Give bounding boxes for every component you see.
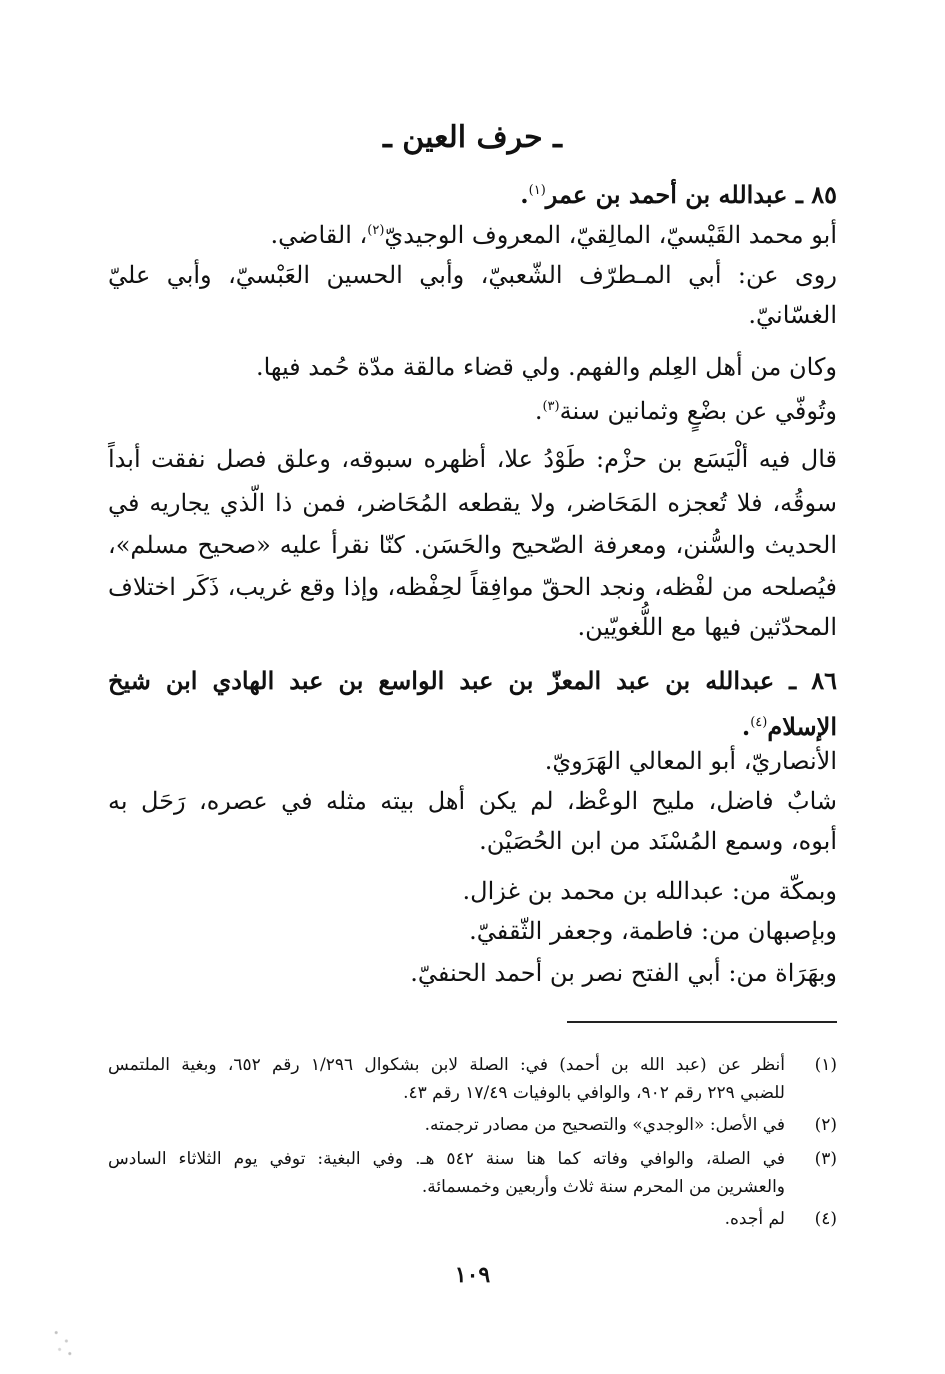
- quote-line-3: الحديث والسُّنن، ومعرفة الصّحيح والحَسَن. كنّا نقرأ عليه «صحيح مسلم»،: [108, 531, 837, 559]
- footnote-ref-1: (١): [528, 183, 546, 198]
- footnote-text: في الأصل: «الوجدي» والتصحيح من مصادر ترجمته.: [424, 1115, 785, 1135]
- footnote-ref-3: (٣): [542, 399, 560, 414]
- footnote-ref-4: (٤): [750, 715, 768, 730]
- quote-line-4: فيُصلحه من لفْظه، ونجد الحقّ موافِقاً لحِفْظه، وإذا وقع غريب، ذَكَر اختلاف: [108, 573, 837, 601]
- footnote-number: (١): [814, 1055, 837, 1075]
- entry-86-line-4: وبمكّة من: عبدالله بن محمد بن غزال.: [462, 877, 837, 905]
- footnote-number: (٤): [814, 1209, 837, 1229]
- entry-85-title: ٨٥ ـ عبدالله بن أحمد بن عمر$^{(١)}$.: [520, 180, 837, 209]
- footnote-text: للضبي ٢٢٩ رقم ٩٠٢، والوافي بالوفيات ١٧/٤٩ رقم ٤٣.: [403, 1083, 785, 1103]
- page-number: ١٠٩: [454, 1262, 491, 1288]
- footnote-text: أنظر عن (عبد الله بن أحمد) في: الصلة لابن بشكوال ١/٢٩٦ رقم ٦٥٢، وبغية الملتمس: [108, 1055, 785, 1075]
- paper-speck: [46, 1320, 80, 1362]
- chapter-heading: ـ حرف العين ـ: [383, 120, 562, 155]
- entry-85-line-4: وكان من أهل العِلم والفهم. ولي قضاء مالقة مدّة حُمد فيها.: [255, 353, 837, 381]
- quote-line-1: قال فيه ألْيَسَع بن حزْم: طَوْدُ علا، أظهره سبوقه، وعلق فصل نفقت أبداً: [108, 445, 837, 473]
- entry-86-title-line-2: الإسلام$^{(٤)}$.: [741, 712, 837, 741]
- footnote-separator: [567, 1021, 837, 1023]
- entry-86-line-3: أبوه، وسمع المُسْنَد من ابن الحُصَيْن.: [479, 827, 837, 855]
- entry-86-line-2: شابٌ فاضل، مليح الوعْظ، لم يكن أهل بيته مثله في عصره، رَحَل به: [108, 787, 837, 815]
- entry-86-line-1: الأنصاريّ، أبو المعالي الهَرَويّ.: [544, 747, 837, 775]
- entry-85-line-3: الغسّانيّ.: [748, 301, 837, 329]
- footnote-ref-2: (٢): [367, 223, 385, 238]
- entry-86-line-5: وبإصبهان من: فاطمة، وجعفر الثّقفيّ.: [469, 917, 837, 945]
- quote-line-2: سوقُه، فلا تُعجزه المَحَاضر، ولا يقطعه المُحَاضر، فمن ذا الّذي يجاريه في: [108, 489, 837, 517]
- entry-85-line-5: وتُوفّي عن بضْعٍ وثمانين سنة$^{(٣)}$.: [534, 397, 837, 425]
- footnote-text: والعشرين من المحرم سنة ثلاث وأربعين وخمسمائة.: [421, 1177, 785, 1197]
- quote-line-5: المحدّثين فيها مع اللُّغويّين.: [577, 613, 837, 641]
- footnote-number: (٣): [814, 1149, 837, 1169]
- footnote-number: (٢): [814, 1115, 837, 1135]
- entry-85-line-2: روى عن: أبي المـطرّف الشّعبيّ، وأبي الحسين العَبْسيّ، وأبي عليّ: [108, 261, 837, 289]
- footnote-text: لم أجده.: [724, 1209, 785, 1229]
- entry-86-line-6: وبهَرَاة من: أبي الفتح نصر بن أحمد الحنفيّ.: [410, 959, 837, 987]
- entry-85-line-1: أبو محمد القَيْسيّ، المالِقيّ، المعروف الوجيديّ$^{(٢)}$، القاضي.: [270, 221, 837, 249]
- entry-86-title-line-1: ٨٦ ـ عبدالله بن عبد المعزّ بن عبد الواسع بن عبد الهادي ابن شيخ: [108, 666, 838, 695]
- footnote-text: في الصلة، والوافي وفاته كما هنا سنة ٥٤٢ هـ. وفي البغية: توفي يوم الثلاثاء السادس: [108, 1149, 785, 1169]
